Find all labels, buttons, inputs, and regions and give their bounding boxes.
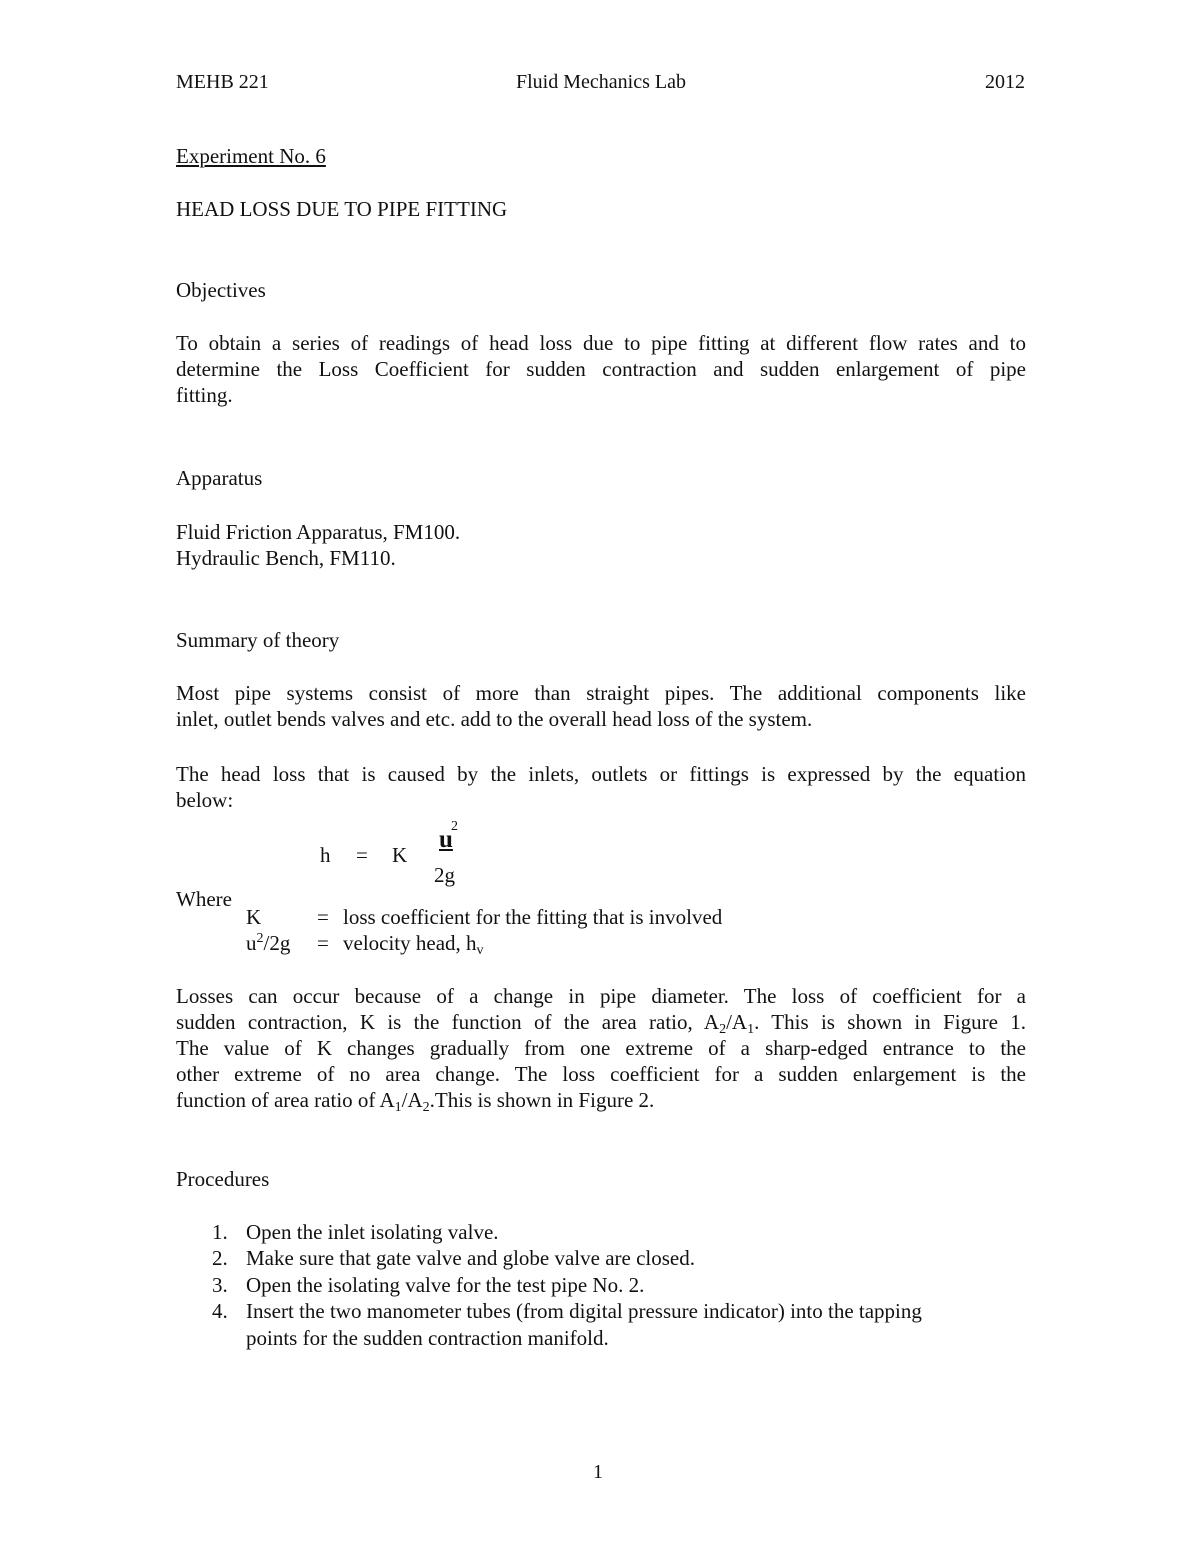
procedures-heading: Procedures [176,1167,270,1191]
theory-paragraph-3 [176,983,1026,1113]
theory-paragraph-1 [176,680,1026,732]
text-line: The head loss that is caused by the inlets, outlets or fittings is expressed by the equation [176,762,1026,786]
text-line: inlet, outlet bends valves and etc. add to the overall head loss of the system. [176,707,813,731]
theory-paragraph-2 [176,761,1026,813]
equation-denominator: 2g [434,863,455,887]
objectives-paragraph [176,330,1026,408]
definition-equals: = [317,905,329,929]
definition-symbol: $u^2/2g$ [246,931,291,955]
apparatus-item: Fluid Friction Apparatus, FM100. [176,520,461,544]
objectives-heading: Objectives [176,278,266,302]
experiment-label: Experiment No. 6 [176,144,326,168]
where-label: Where [176,887,232,911]
experiment-title: HEAD LOSS DUE TO PIPE FITTING [176,197,508,221]
course-title: Fluid Mechanics Lab [516,71,686,93]
equation-coefficient: K [392,843,408,867]
text-line: Losses can occur because of a change in pipe diameter. The loss of coefficient for a [176,984,1026,1008]
text-line: function of area ratio of $A_1/A_2.This$ is shown in Figure 2. [176,1088,655,1115]
definition-equals: = [317,931,329,955]
apparatus-item: Hydraulic Bench, FM110. [176,546,396,570]
equation-equals: = [356,843,368,867]
definition-text: loss coefficient for the fitting that is involved [343,905,723,929]
text-line: Most pipe systems consist of more than straight pipes. The additional components like [176,681,1026,705]
page-number: 1 [593,1461,603,1483]
equation-exponent: 2 [451,819,458,834]
equation-lhs: h [320,843,331,867]
course-code: MEHB 221 [176,71,269,93]
apparatus-heading: Apparatus [176,466,263,490]
text-line: To obtain a series of readings of head loss due to pipe fitting at different flow rates and to [176,331,1026,355]
text-line: determine the Loss Coefficient for sudden contraction and sudden enlargement of pipe [176,357,1026,381]
theory-heading: Summary of theory [176,628,340,652]
text-line: fitting. [176,383,233,407]
definition-text: velocity head, $h_v$ [343,931,484,958]
definition-symbol: K [246,905,262,929]
text-line: below: [176,788,234,812]
document-page: MEHB 221 Fluid Mechanics Lab 2012 Experiment No. 6 HEAD LOSS DUE TO PIPE FITTING Objectives To obtain a series of readings of head loss due to pipe fitting at different flow rates and to determine the Loss Coefficient for sudden contraction and sudden enlargement of pipe fitting. Apparatus Fluid Friction Apparatus, FM100. Hydraulic Bench, FM110. Summary of theory Most pipe systems consist of more than straight pipes. The additional components like inlet, outlet bends valves and etc. add to the overall head loss of the system. The head loss that is caused by the inlets, outlets or fittings is expressed by the equation below: h = K 2 u 2g Where K = loss coefficient for the fitting that is involved $u^2/2g$ = velocity head, $h_v$ Losses can occur because of a change in pipe diameter. The loss of coefficient for a sudden contraction, K is the function of the area ratio, $A_2/A_1$. This is shown in Figure 1. The value of K changes gradually from one extreme of a sharp-edged entrance to the other extreme of no area change. The loss coefficient for a sudden enlargement is the function of area ratio of $A_1/A_2.This$ is shown in Figure 2. Procedures 1. Open the inlet isolating valve. 2. Make sure that gate valve and globe valve are closed. 3. Open the isolating valve for the test pipe No. 2. 4. Insert the two manometer tubes (from digital pressure indicator) into the tapping points for the sudden contraction manifold. 1 [176,71,1026,1483]
text-line: sudden contraction, K is the function of the area ratio, $A_2/A_1$. This is shown in Figure 1. [176,1010,1026,1037]
equation-numerator: u [439,826,453,853]
text-line: other extreme of no area change. The loss coefficient for a sudden enlargement is the [176,1062,1026,1086]
header-year: 2012 [985,71,1025,93]
text-line: The value of K changes gradually from one extreme of a sharp-edged entrance to the [176,1036,1026,1060]
